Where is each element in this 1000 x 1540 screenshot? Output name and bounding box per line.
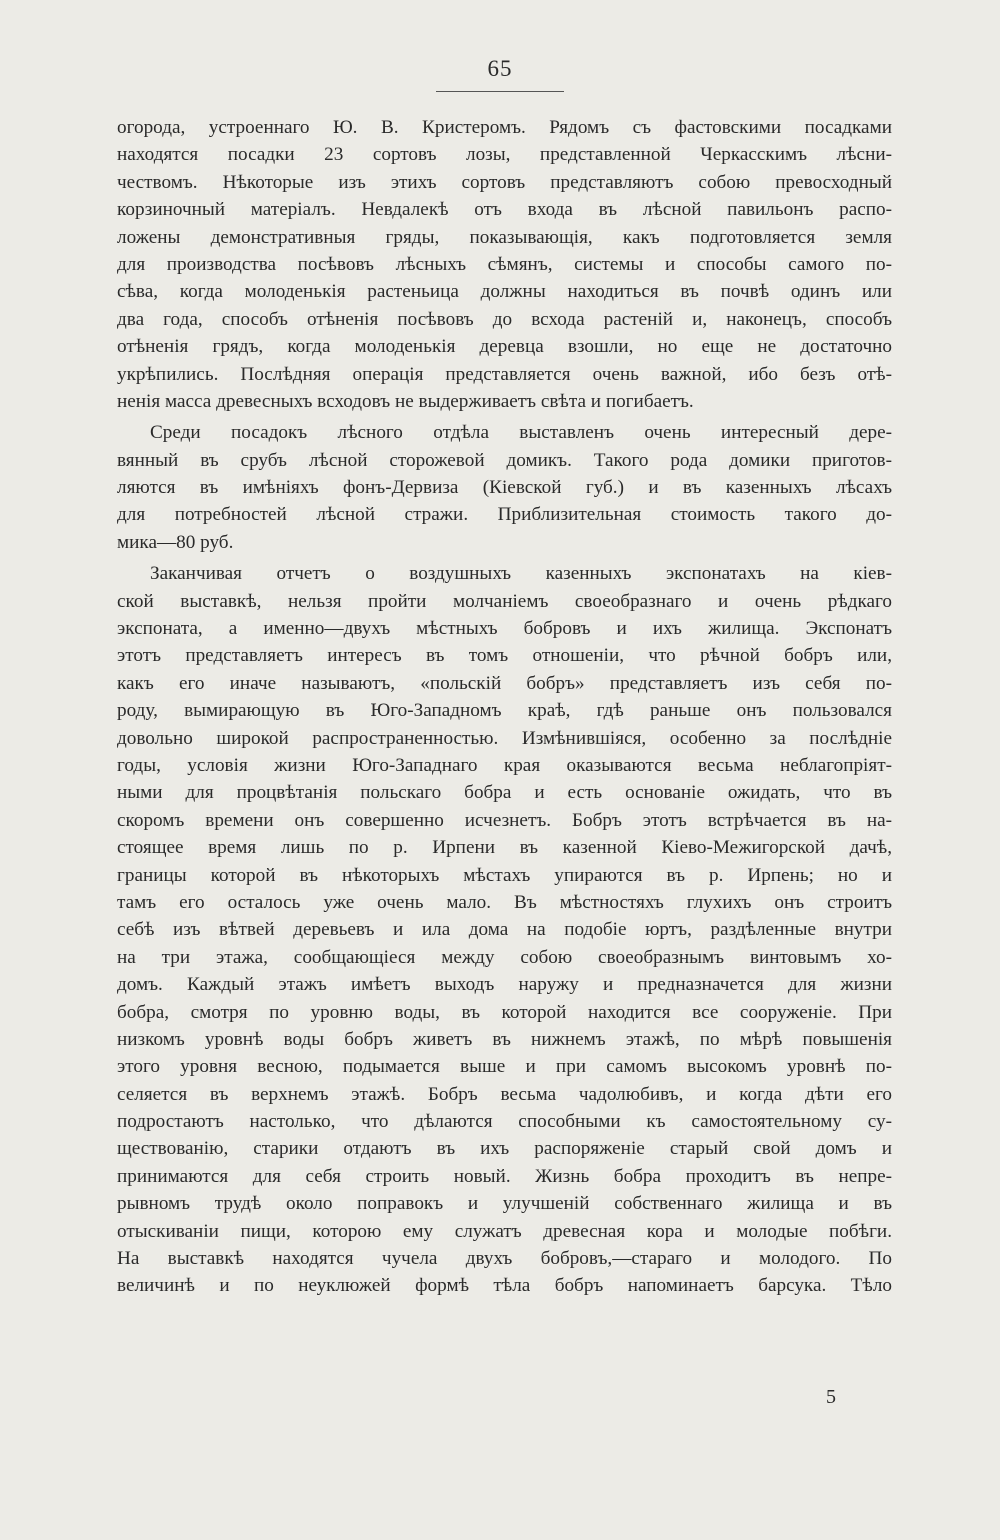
text-line: экспоната, а именно—двухъ мѣстныхъ бобровъ и ихъ жилища. Экспонатъ [117, 618, 892, 640]
text-line: Заканчивая отчетъ о воздушныхъ казенныхъ экспонатахъ на кіев- [150, 563, 892, 585]
text-line: ществованію, старики отдаютъ въ ихъ распоряженіе старый свой домъ и [117, 1138, 892, 1160]
text-line: величинѣ и по неуклюжей формѣ тѣла бобръ напоминаетъ барсука. Тѣло [117, 1275, 892, 1297]
text-line: На выставкѣ находятся чучела двухъ бобровъ,—стараго и молодого. По [117, 1248, 892, 1270]
text-line: ненія масса древесныхъ всходовъ не выдерживаетъ свѣта и погибаетъ. [117, 390, 694, 412]
text-line: какъ его иначе называютъ, «польскій бобръ» представляетъ изъ себя по- [117, 672, 892, 694]
text-line: низкомъ уровнѣ воды бобръ живетъ въ нижнемъ этажѣ, по мѣрѣ повышенія [117, 1028, 892, 1050]
text-line: корзиночный матеріалъ. Невдалекѣ отъ входа въ лѣсной павильонъ распо- [117, 199, 892, 221]
text-line: этотъ представляетъ интересъ въ томъ отношеніи, что рѣчной бобръ или, [117, 645, 892, 667]
text-line: ложены демонстративныя гряды, показывающія, какъ подготовляется земля [117, 226, 892, 248]
page-body [117, 114, 892, 1300]
text-line: себѣ изъ вѣтвей деревьевъ и ила дома на подобіе юртъ, раздѣленные внутри [117, 919, 892, 941]
text-line: мика—80 руб. [117, 531, 234, 553]
text-line: укрѣпились. Послѣдняя операція представляется очень важной, ибо безъ отѣ- [117, 363, 892, 385]
text-line: границы которой въ нѣкоторыхъ мѣстахъ упираются въ р. Ирпень; но и [117, 864, 892, 886]
text-line: подростаютъ настолько, что дѣлаются способными къ самостоятельному су- [117, 1111, 892, 1133]
text-line: довольно широкой распространенностью. Измѣнившіяся, особенно за послѣдніе [117, 727, 892, 749]
text-line: стоящее время лишь по р. Ирпени въ казенной Кіево-Межигорской дачѣ, [117, 837, 892, 859]
page-number: 65 [487, 56, 513, 81]
text-line: на три этажа, сообщающіеся между собою своеобразнымъ винтовымъ хо- [117, 946, 892, 968]
text-line: ными для процвѣтанія польскаго бобра и есть основаніе ожидать, что въ [117, 782, 892, 804]
text-line: скоромъ времени онъ совершенно исчезнетъ. Бобръ этотъ встрѣчается въ на- [117, 809, 892, 831]
text-line: чествомъ. Нѣкоторые изъ этихъ сортовъ представляютъ собою превосходный [117, 171, 892, 193]
text-line: ской выставкѣ, нельзя пройти молчаніемъ своеобразнаго и очень рѣдкаго [117, 590, 892, 612]
text-line: огорода, устроеннаго Ю. В. Кристеромъ. Рядомъ съ фастовскими посадками [117, 117, 892, 138]
text-line: годы, условія жизни Юго-Западнаго края оказываются весьма неблагопріят- [117, 754, 892, 776]
text-line: для потребностей лѣсной стражи. Приблизительная стоимость такого до- [117, 504, 892, 526]
text-line: вянный въ срубъ лѣсной сторожевой домикъ. Такого рода домики приготов- [117, 449, 892, 471]
text-line: Среди посадокъ лѣсного отдѣла выставленъ очень интересный дере- [150, 422, 892, 444]
text-line: отѣненія грядъ, когда молоденькія деревца взошли, но еще не достаточно [117, 336, 892, 358]
text-line: ляются въ имѣніяхъ фонъ-Дервиза (Кіевской губ.) и въ казенныхъ лѣсахъ [117, 477, 892, 499]
text-line: рывномъ трудѣ около поправокъ и улучшеній собственнаго жилища и въ [117, 1193, 892, 1215]
text-line: находятся посадки 23 сортовъ лозы, представленной Черкасскимъ лѣсни- [117, 144, 892, 166]
text-line: этого уровня весною, подымается выше и при самомъ высокомъ уровнѣ по- [117, 1056, 892, 1078]
text-line: тамъ его осталось уже очень мало. Въ мѣстностяхъ глухихъ онъ строитъ [117, 891, 892, 913]
text-line: для производства посѣвовъ лѣсныхъ сѣмянъ, системы и способы самого по- [117, 253, 892, 275]
text-line: два года, способъ отѣненія посѣвовъ до всхода растеній и, наконецъ, способъ [117, 308, 892, 330]
header-rule [436, 91, 564, 92]
text-line: роду, вымирающую въ Юго-Западномъ краѣ, гдѣ раньше онъ пользовался [117, 700, 892, 722]
text-line: отыскиваніи пищи, которою ему служатъ древесная кора и молодые побѣги. [117, 1220, 892, 1242]
text-line: принимаются для себя строить новый. Жизнь бобра проходитъ въ непре- [117, 1165, 892, 1187]
text-line: селяется въ верхнемъ этажѣ. Бобръ весьма чадолюбивъ, и когда дѣти его [117, 1083, 892, 1105]
text-line: сѣва, когда молоденькія растеньица должны находиться въ почвѣ одинъ или [117, 281, 892, 303]
signature-mark: 5 [826, 1386, 836, 1408]
text-line: бобра, смотря по уровню воды, въ которой находится все сооруженіе. При [117, 1001, 892, 1023]
text-line: домъ. Каждый этажъ имѣетъ выходъ наружу и предназначется для жизни [117, 974, 892, 996]
